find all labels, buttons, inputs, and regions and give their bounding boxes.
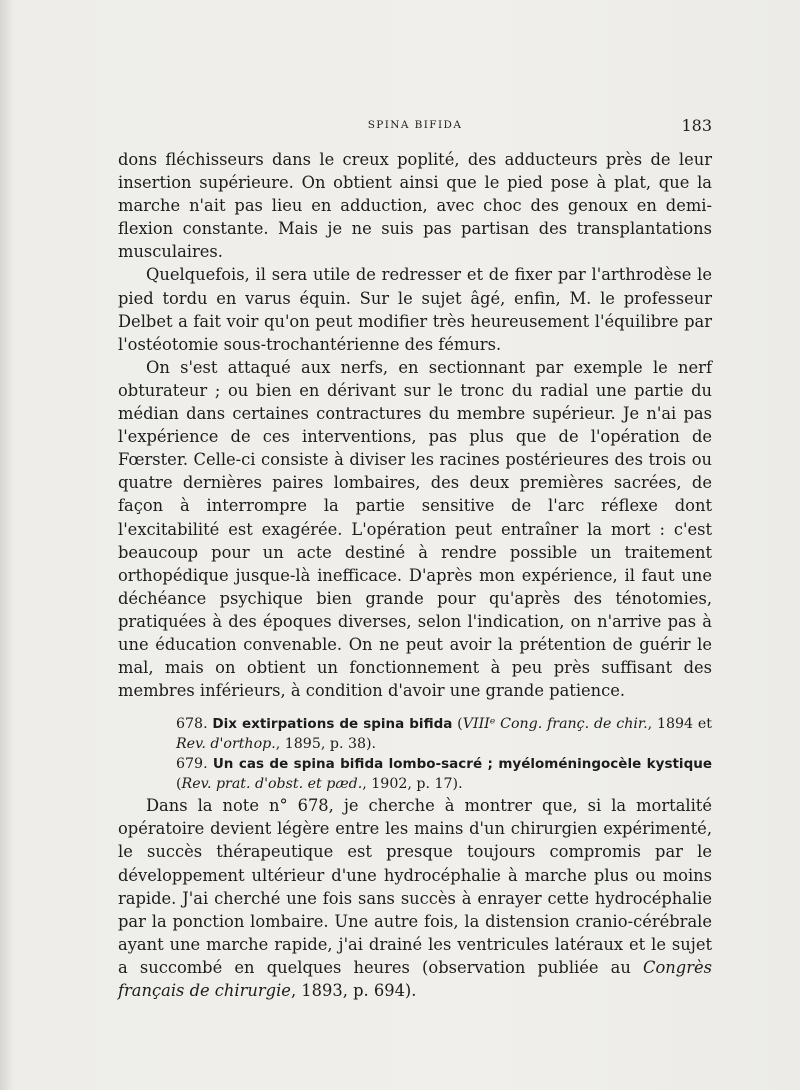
reference-item <box>118 714 712 754</box>
reference-journal: Rev. prat. d'obst. et pæd. <box>181 776 363 793</box>
commentary-text: Dans la note n° 678, je cherche à montrer que, si la mortalité opératoire devient légère entre les mains d'un chirurgien expérimenté, le succès thérapeutique est presque toujours compromis par le développement ultérieur d'une hydrocéphalie à marche plus ou moins rapide. J'ai cherché une fois sans succès à enrayer cette hydrocéphalie par la ponction lombaire. Une autre fois, la distension cranio-cérébrale ayant une marche rapide, j'ai drainé les ventricules latéraux et le sujet a succombé en quelques heures (observation publiée au <box>118 796 712 977</box>
paragraph-commentary <box>118 794 712 1002</box>
reference-number: 678. <box>176 716 208 733</box>
reference-source-open: ( <box>457 716 463 733</box>
reference-journal-2: Rev. d'orthop. <box>176 736 276 753</box>
paragraph-arthrodese: Quelquefois, il sera utile de redresser et de fixer par l'arthrodèse le pied tordu en varus équin. Sur le sujet âgé, enfin, M. le professeur Delbet a fait voir qu'on peut modifier très heureusement l'équilibre par l'ostéotomie sous-trochantérienne des fémurs. <box>118 265 712 354</box>
commentary-citation: , 1893, p. 694). <box>290 981 417 1000</box>
paragraph-continued: dons fléchisseurs dans le creux poplité, des adducteurs près de leur insertion supérieure. On obtient ainsi que le pied pose à plat, que la marche n'ait pas lieu en adduction, avec choc des genoux en demi-flexion constante. Mais je ne suis pas partisan des transplantations musculaires. <box>118 150 712 262</box>
page-number: 183 <box>681 116 712 135</box>
reference-title: Dix extirpations de spina bifida <box>212 716 453 733</box>
running-title: SPINA BIFIDA <box>367 119 463 131</box>
reference-details: , 1902, p. 17). <box>362 776 463 793</box>
reference-item <box>118 754 712 794</box>
paragraph-nerfs: On s'est attaqué aux nerfs, en sectionnant par exemple le nerf obturateur ; ou bien en dérivant sur le tronc du radial une partie du médian dans certaines contractures du membre supérieur. Je n'ai pas l'expérience de ces interventions, pas plus que de l'opération de Fœrster. Celle-ci consiste à diviser les racines postérieures des trois ou quatre dernières paires lombaires, des deux premières sacrées, de façon à interrompre la partie sensitive de l'arc réflexe dont l'excitabilité est exagérée. L'opération peut entraîner la mort : c'est beaucoup pour un acte destiné à rendre possible un traitement orthopédique jusque-là inefficace. D'après mon expérience, il faut une déchéance psychique bien grande pour qu'après des ténotomies, pratiquées à des époques diverses, selon l'indication, on n'arrive pas à une éducation convenable. On ne peut avoir la prétention de guérir le mal, mais on obtient un fonctionnement à peu près suffisant des membres inférieurs, à condition d'avoir une grande patience. <box>118 357 712 701</box>
reference-title: Un cas de spina bifida lombo-sacré ; myéloméningocèle kystique <box>212 756 712 773</box>
reference-details: , 1894 et <box>647 716 712 733</box>
reference-details-2: , 1895, p. 38). <box>275 736 377 753</box>
reference-journal: VIIIᵉ Cong. franç. de chir. <box>462 716 648 733</box>
reference-number: 679. <box>176 756 208 773</box>
commentary-journal: Congrès français de chirurgie <box>118 957 712 1000</box>
bibliography-list <box>118 714 712 794</box>
page-body <box>118 148 712 1002</box>
reference-source-open: ( <box>176 776 182 793</box>
page-header <box>118 116 712 136</box>
